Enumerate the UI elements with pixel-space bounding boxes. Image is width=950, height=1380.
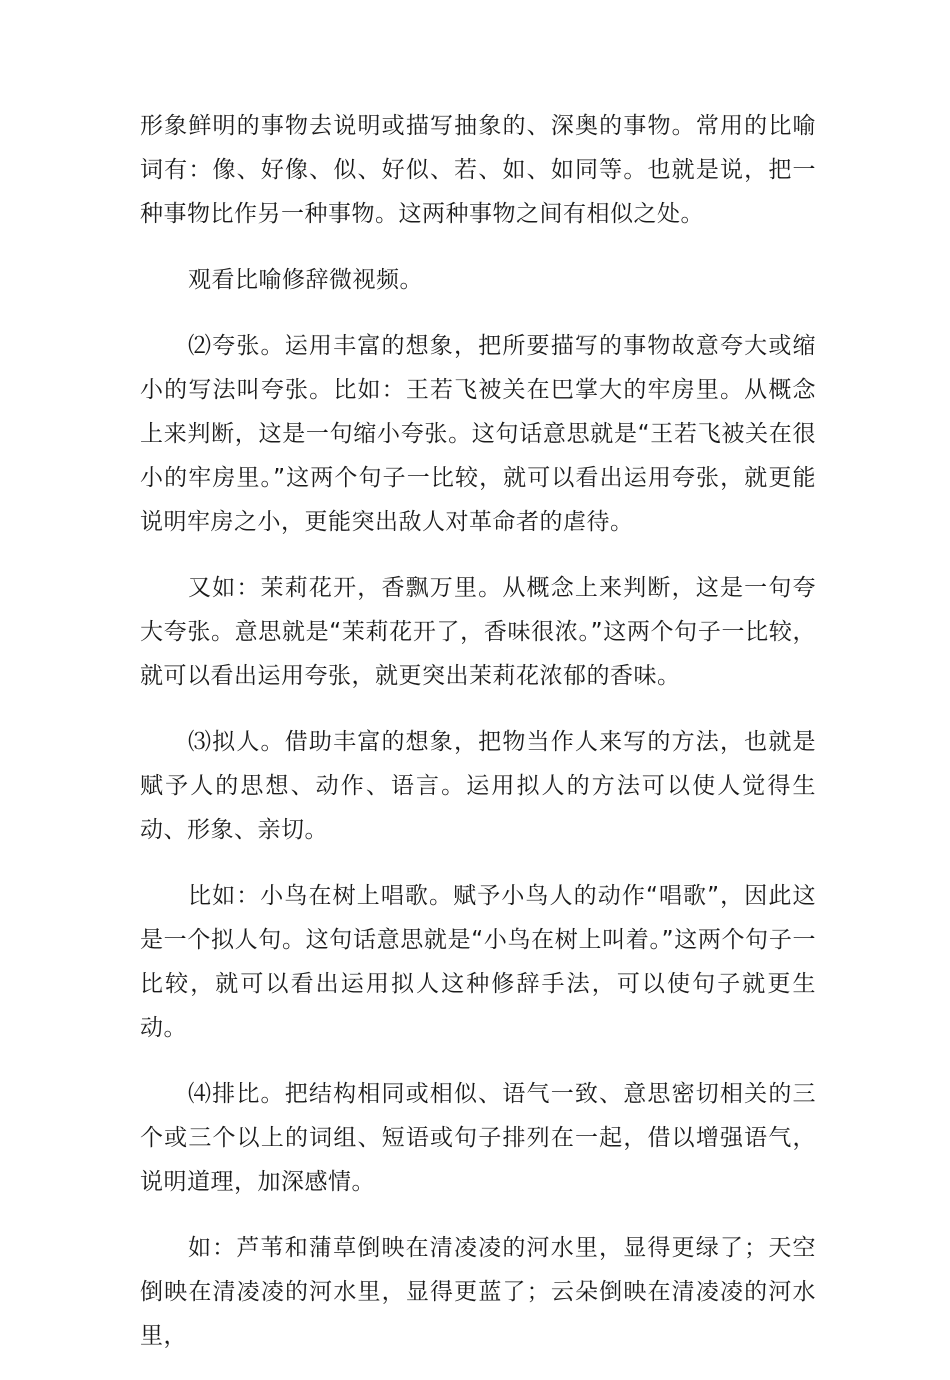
paragraph-personification-example: 比如：小鸟在树上唱歌。赋予小鸟人的动作“唱歌”，因此这是一个拟人句。这句话意思就是“小鸟在树上叫着。”这两个句子一比较，就可以看出运用拟人这种修辞手法，可以使句子就更生动。 [140, 883, 816, 1041]
paragraph-metaphor-definition: 形象鲜明的事物去说明或描写抽象的、深奥的事物。常用的比喻词有：像、好像、似、好似、若、如、如同等。也就是说，把一种事物比作另一种事物。这两种事物之间有相似之处。 [140, 113, 816, 227]
paragraph-hyperbole-example: 又如：茉莉花开，香飘万里。从概念上来判断，这是一句夸大夸张。意思就是“茉莉花开了，香味很浓。”这两个句子一比较，就可以看出运用夸张，就更突出茉莉花浓郁的香味。 [140, 575, 816, 689]
document-body [140, 104, 816, 1380]
paragraph-hyperbole-definition: ⑵夸张。运用丰富的想象，把所要描写的事物故意夸大或缩小的写法叫夸张。比如：王若飞被关在巴掌大的牢房里。从概念上来判断，这是一句缩小夸张。这句话意思就是“王若飞被关在很小的牢房里。”这两个句子一比较，就可以看出运用夸张，就更能说明牢房之小，更能突出敌人对革命者的虐待。 [140, 333, 816, 535]
paragraph-parallelism-example: 如：芦苇和蒲草倒映在清凌凌的河水里，显得更绿了；天空倒映在清凌凌的河水里，显得更蓝了；云朵倒映在清凌凌的河水里， [140, 1235, 816, 1349]
paragraph-personification-definition: ⑶拟人。借助丰富的想象，把物当作人来写的方法，也就是赋予人的思想、动作、语言。运用拟人的方法可以使人觉得生动、形象、亲切。 [140, 729, 816, 843]
paragraph-parallelism-definition: ⑷排比。把结构相同或相似、语气一致、意思密切相关的三个或三个以上的词组、短语或句子排列在一起，借以增强语气，说明道理，加深感情。 [140, 1081, 816, 1195]
paragraph-metaphor-video: 观看比喻修辞微视频。 [188, 267, 423, 293]
